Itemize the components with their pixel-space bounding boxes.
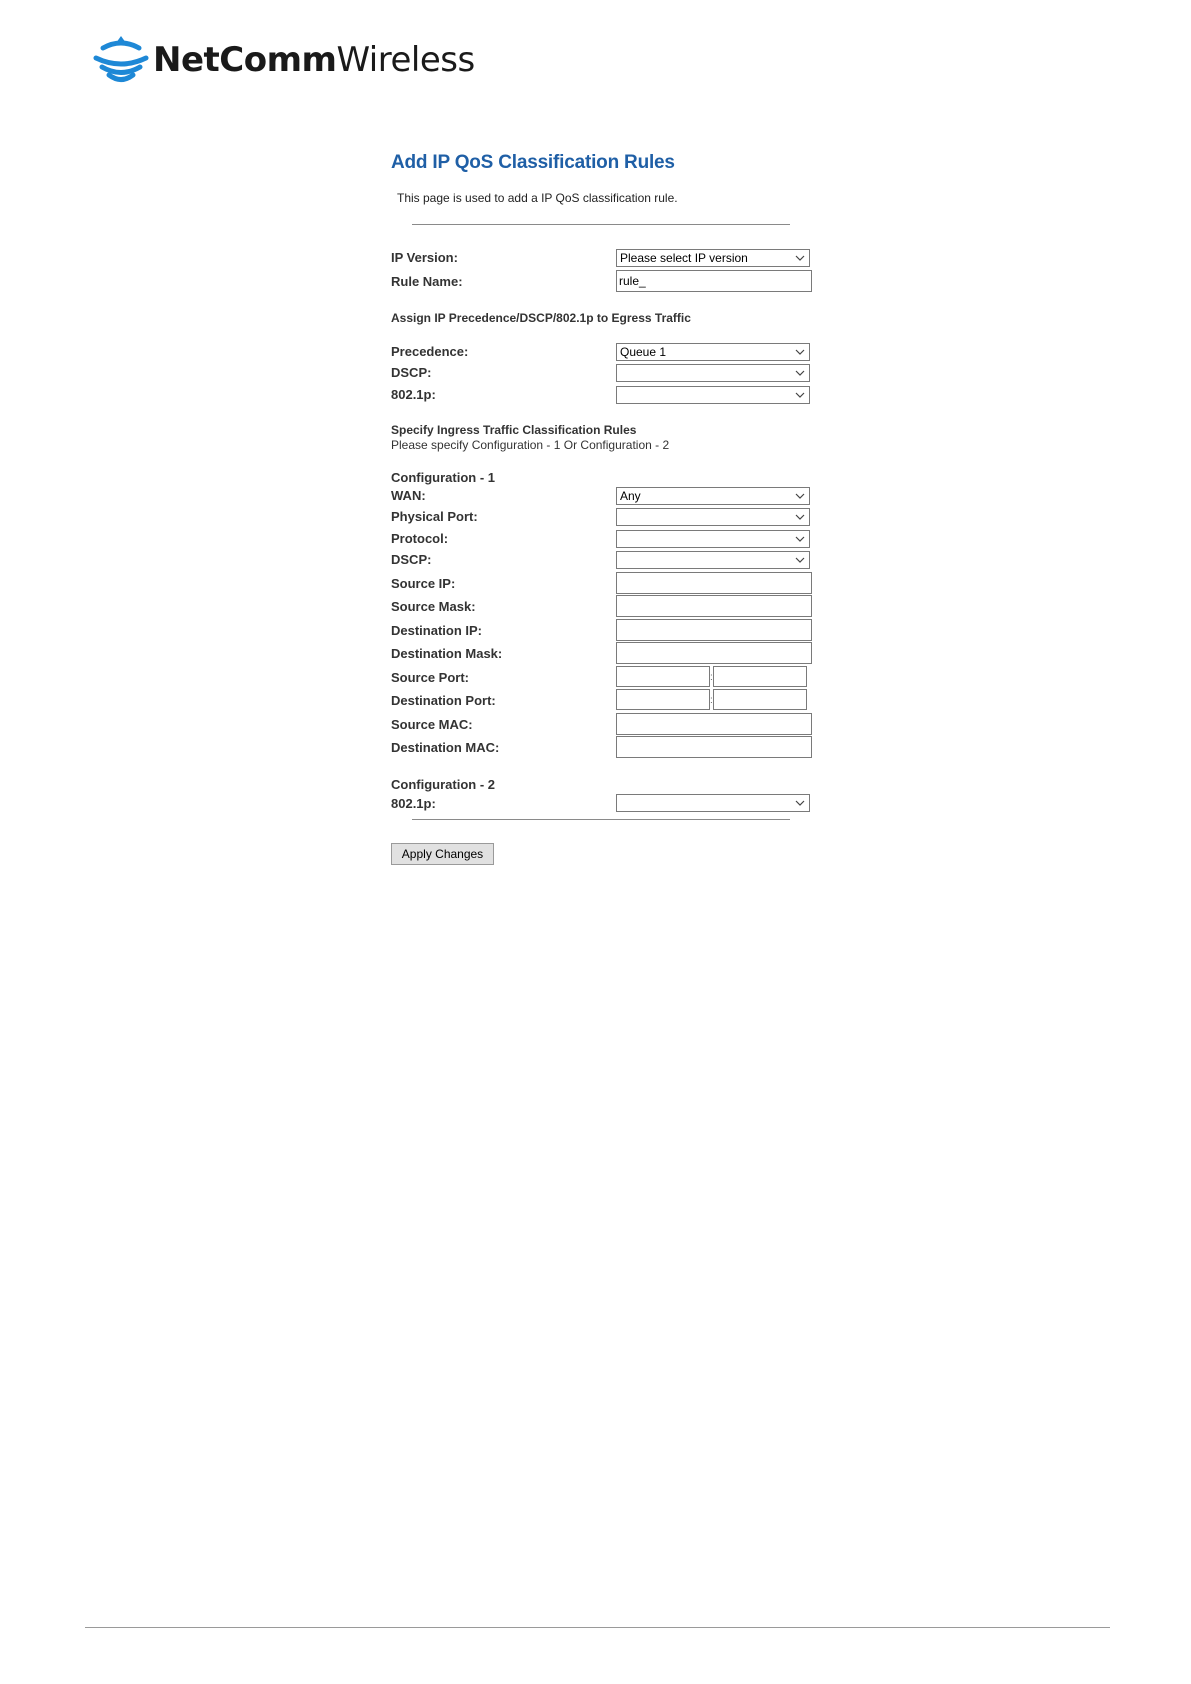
chevron-down-icon [795, 534, 805, 544]
destination-ip-input[interactable] [616, 619, 812, 641]
source-port-from-input[interactable] [616, 666, 710, 687]
precedence-value: Queue 1 [620, 345, 667, 359]
source-port-label: Source Port: [391, 670, 470, 685]
divider-top [412, 224, 790, 225]
ip-version-select[interactable] [616, 249, 810, 267]
egress-8021p-label: 802.1p: [391, 387, 436, 402]
destination-mac-input[interactable] [616, 736, 812, 758]
destination-ip-label: Destination IP: [391, 623, 483, 638]
config1-dscp-select[interactable] [616, 551, 810, 569]
brand-name: NetCommWireless [153, 40, 475, 80]
rule-name-label: Rule Name: [391, 274, 463, 289]
chevron-down-icon [795, 798, 805, 808]
precedence-select[interactable] [616, 343, 810, 361]
ingress-note: Please specify Configuration - 1 Or Configuration - 2 [391, 438, 670, 452]
config2-8021p-select[interactable] [616, 794, 810, 812]
source-mac-input[interactable] [616, 713, 812, 735]
source-mac-label: Source MAC: [391, 717, 473, 732]
egress-dscp-select[interactable] [616, 364, 810, 382]
source-ip-input[interactable] [616, 572, 812, 594]
source-mask-label: Source Mask: [391, 599, 476, 614]
protocol-label: Protocol: [391, 531, 449, 546]
physical-port-label: Physical Port: [391, 509, 478, 524]
chevron-down-icon [795, 555, 805, 565]
wan-label: WAN: [391, 488, 426, 503]
divider-bottom [412, 819, 790, 820]
config2-heading: Configuration - 2 [391, 777, 495, 792]
precedence-label: Precedence: [391, 344, 469, 359]
chevron-down-icon [795, 368, 805, 378]
source-port-separator: : [710, 672, 713, 683]
destination-port-to-input[interactable] [713, 689, 807, 710]
config1-dscp-label: DSCP: [391, 552, 432, 567]
destination-mask-input[interactable] [616, 642, 812, 664]
destination-port-label: Destination Port: [391, 693, 496, 708]
destination-mask-label: Destination Mask: [391, 646, 503, 661]
rule-name-input[interactable]: rule_ [616, 270, 812, 292]
ingress-heading: Specify Ingress Traffic Classification Rules [391, 423, 637, 437]
ip-version-value: Please select IP version [620, 251, 748, 265]
destination-port-from-input[interactable] [616, 689, 710, 710]
source-mask-input[interactable] [616, 595, 812, 617]
destination-port-separator: : [710, 695, 713, 706]
footer-divider [85, 1627, 1110, 1628]
page-description: This page is used to add a IP QoS classification rule. [397, 191, 678, 205]
source-ip-label: Source IP: [391, 576, 456, 591]
egress-heading: Assign IP Precedence/DSCP/802.1p to Egress Traffic [391, 311, 691, 325]
chevron-down-icon [795, 347, 805, 357]
source-port-to-input[interactable] [713, 666, 807, 687]
chevron-down-icon [795, 253, 805, 263]
config1-heading: Configuration - 1 [391, 470, 495, 485]
destination-mac-label: Destination MAC: [391, 740, 500, 755]
page-title: Add IP QoS Classification Rules [391, 152, 675, 173]
apply-changes-button[interactable]: Apply Changes [391, 843, 494, 865]
config2-8021p-label: 802.1p: [391, 796, 436, 811]
physical-port-select[interactable] [616, 508, 810, 526]
egress-dscp-label: DSCP: [391, 365, 432, 380]
egress-8021p-select[interactable] [616, 386, 810, 404]
chevron-down-icon [795, 390, 805, 400]
wan-value: Any [620, 489, 641, 503]
protocol-select[interactable] [616, 530, 810, 548]
ip-version-label: IP Version: [391, 250, 458, 265]
wan-select[interactable] [616, 487, 810, 505]
chevron-down-icon [795, 512, 805, 522]
chevron-down-icon [795, 491, 805, 501]
